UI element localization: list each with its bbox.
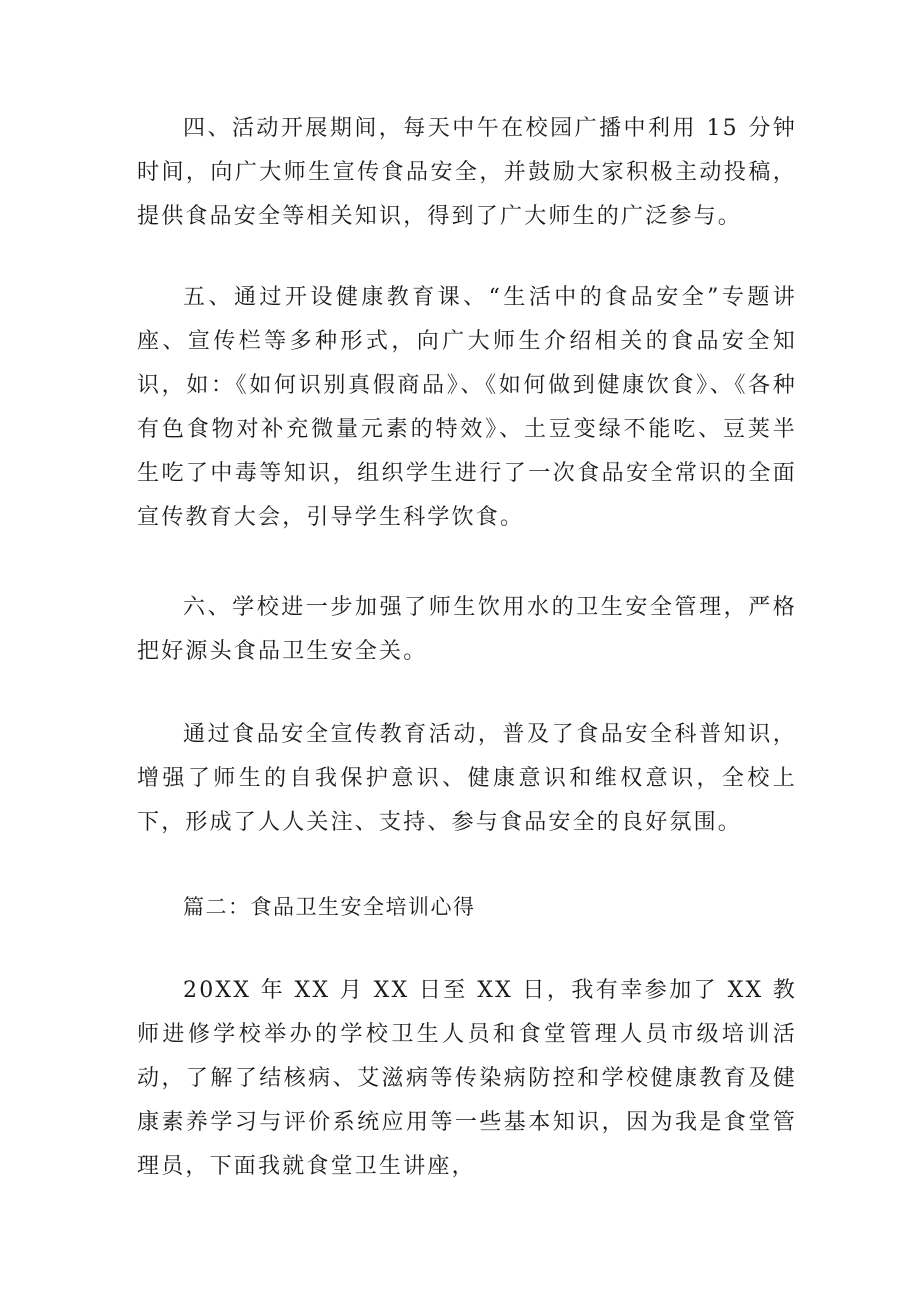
section-heading: 篇二：食品卫生安全培训心得 <box>183 895 476 919</box>
paragraph-summary: 通过食品安全宣传教育活动，普及了食品安全科普知识，增强了师生的自我保护意识、健康意识和维权意识，全校上下，形成了人人关注、支持、参与食品安全的良好氛围。 <box>137 722 797 835</box>
paragraph-item-four: 四、活动开展期间，每天中午在校园广播中利用 15 分钟时间，向广大师生宣传食品安全，并鼓励大家积极主动投稿，提供食品安全等相关知识，得到了广大师生的广泛参与。 <box>137 116 797 229</box>
paragraph-item-six: 六、学校进一步加强了师生饮用水的卫生安全管理，严格把好源头食品卫生安全关。 <box>137 595 797 664</box>
paragraph-item-five: 五、通过开设健康教育课、“生活中的食品安全”专题讲座、宣传栏等多种形式，向广大师生介绍相关的食品安全知识，如：《如何识别真假商品》、《如何做到健康饮食》、《各种有色食物对补充微量元素的特效》、土豆变绿不能吃、豆荚半生吃了中毒等知识，组织学生进行了一次食品安全常识的全面宣传教育大会，引导学生科学饮食。 <box>137 285 797 530</box>
section-paragraph: 20XX 年 XX 月 XX 日至 XX 日，我有幸参加了 XX 教师进修学校举办的学校卫生人员和食堂管理人员市级培训活动，了解了结核病、艾滋病等传染病防控和学校健康教育及健康素养学习与评价系统应用等一些基本知识，因为我是食堂管理员，下面我就食堂卫生讲座， <box>137 978 797 1179</box>
